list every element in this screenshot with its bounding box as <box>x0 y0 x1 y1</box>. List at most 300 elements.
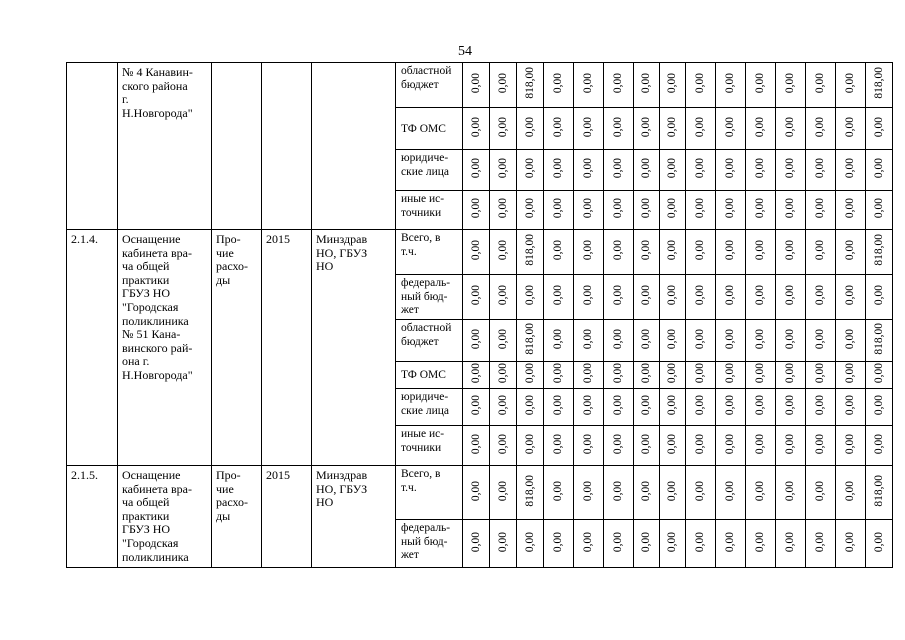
value-text: 0,00 <box>612 531 624 552</box>
value-cell <box>574 275 604 320</box>
value-text: 0,00 <box>784 531 796 552</box>
value-cell <box>686 191 716 230</box>
value-text: 0,00 <box>552 116 564 137</box>
value-cell <box>517 426 544 466</box>
value-cell <box>776 108 806 150</box>
value-cell <box>806 108 836 150</box>
value-text: 0,00 <box>469 285 482 306</box>
value-cell <box>544 230 574 275</box>
value-cell <box>776 150 806 191</box>
row-year-cell: 2015 <box>262 230 312 466</box>
value-text: 0,00 <box>640 285 652 306</box>
value-text: 0,00 <box>640 240 652 261</box>
value-cell <box>660 63 686 108</box>
value-cell <box>686 466 716 520</box>
value-cell <box>660 275 686 320</box>
value-text: 0,00 <box>640 480 652 501</box>
value-cell <box>716 389 746 426</box>
value-cell <box>604 466 634 520</box>
value-cell <box>463 426 490 466</box>
value-text: 0,00 <box>640 433 652 454</box>
value-text: 0,00 <box>496 328 509 349</box>
value-text: 0,00 <box>724 363 736 384</box>
value-text: 0,00 <box>872 116 885 137</box>
value-cell <box>544 108 574 150</box>
value-cell <box>746 320 776 362</box>
value-text: 0,00 <box>552 198 564 219</box>
value-text: 818,00 <box>872 67 885 100</box>
row-type-cell <box>212 63 262 230</box>
value-cell <box>634 150 660 191</box>
value-text: 0,00 <box>872 433 885 454</box>
value-cell <box>716 191 746 230</box>
value-text: 0,00 <box>666 285 678 306</box>
funding-source-cell: федераль- ный бюд- жет <box>396 520 463 568</box>
value-text: 0,00 <box>814 433 826 454</box>
value-cell <box>806 362 836 389</box>
value-text: 0,00 <box>640 328 652 349</box>
value-cell <box>716 466 746 520</box>
row-name-cell: Оснащение кабинета вра- ча общей практики ГБУЗ НО "Городская поликлиника № 51 Кана- винского рай- она г. Н.Новгорода" <box>118 230 212 466</box>
row-name-cell: № 4 Канавин- ского района г. Н.Новгорода" <box>118 63 212 230</box>
value-text: 0,00 <box>784 433 796 454</box>
value-text: 0,00 <box>612 433 624 454</box>
value-cell <box>806 426 836 466</box>
value-cell <box>746 466 776 520</box>
value-text: 0,00 <box>694 73 706 94</box>
value-cell <box>604 275 634 320</box>
value-text: 0,00 <box>666 363 678 384</box>
value-cell <box>660 389 686 426</box>
value-text: 0,00 <box>724 328 736 349</box>
value-cell <box>574 230 604 275</box>
value-cell <box>574 191 604 230</box>
value-text: 0,00 <box>784 363 796 384</box>
value-cell <box>634 230 660 275</box>
value-cell <box>776 362 806 389</box>
value-cell <box>686 426 716 466</box>
value-text: 0,00 <box>582 363 594 384</box>
value-text: 0,00 <box>496 116 509 137</box>
value-text: 0,00 <box>469 433 482 454</box>
value-cell <box>746 63 776 108</box>
value-cell <box>517 63 544 108</box>
value-cell <box>836 108 866 150</box>
value-cell <box>634 191 660 230</box>
value-cell <box>806 230 836 275</box>
value-text: 0,00 <box>814 73 826 94</box>
value-text: 0,00 <box>469 395 482 416</box>
value-cell <box>686 389 716 426</box>
value-text: 0,00 <box>784 395 796 416</box>
funding-source-cell: юридиче- ские лица <box>396 150 463 191</box>
value-text: 818,00 <box>872 234 885 267</box>
value-text: 0,00 <box>694 328 706 349</box>
value-text: 0,00 <box>640 395 652 416</box>
value-text: 0,00 <box>582 73 594 94</box>
value-cell <box>716 63 746 108</box>
value-cell <box>686 108 716 150</box>
value-text: 0,00 <box>694 285 706 306</box>
value-cell <box>716 108 746 150</box>
value-text: 0,00 <box>754 240 766 261</box>
funding-source-cell: ТФ ОМС <box>396 362 463 389</box>
value-cell <box>463 389 490 426</box>
value-cell <box>463 466 490 520</box>
value-cell <box>544 275 574 320</box>
funding-source-cell: федераль- ный бюд- жет <box>396 275 463 320</box>
value-cell <box>660 426 686 466</box>
value-cell <box>836 150 866 191</box>
value-cell <box>806 320 836 362</box>
value-text: 0,00 <box>844 116 856 137</box>
value-cell <box>544 520 574 568</box>
value-text: 0,00 <box>844 285 856 306</box>
value-cell <box>604 191 634 230</box>
value-cell <box>574 108 604 150</box>
value-text: 0,00 <box>666 198 678 219</box>
row-type-cell: Про- чие расхо- ды <box>212 466 262 568</box>
value-text: 0,00 <box>694 116 706 137</box>
value-cell <box>517 362 544 389</box>
value-cell <box>463 150 490 191</box>
value-cell <box>517 230 544 275</box>
value-cell <box>604 362 634 389</box>
value-cell <box>746 426 776 466</box>
value-cell <box>463 362 490 389</box>
value-cell <box>716 520 746 568</box>
value-text: 0,00 <box>724 116 736 137</box>
value-cell <box>490 230 517 275</box>
value-cell <box>604 520 634 568</box>
value-cell <box>806 520 836 568</box>
value-cell <box>544 466 574 520</box>
value-text: 0,00 <box>814 363 826 384</box>
value-cell <box>806 150 836 191</box>
value-text: 0,00 <box>552 73 564 94</box>
value-text: 0,00 <box>814 116 826 137</box>
value-text: 0,00 <box>666 240 678 261</box>
value-text: 0,00 <box>496 395 509 416</box>
value-cell <box>660 466 686 520</box>
value-text: 0,00 <box>844 158 856 179</box>
value-text: 0,00 <box>784 198 796 219</box>
value-text: 0,00 <box>640 158 652 179</box>
value-text: 0,00 <box>814 198 826 219</box>
value-text: 0,00 <box>612 73 624 94</box>
table-body <box>67 63 893 568</box>
value-cell <box>574 320 604 362</box>
row-name-cell: Оснащение кабинета вра- ча общей практики ГБУЗ НО "Городская поликлиника <box>118 466 212 568</box>
row-id-cell: 2.1.5. <box>67 466 118 568</box>
value-text: 0,00 <box>666 480 678 501</box>
value-text: 0,00 <box>666 116 678 137</box>
funding-source-cell: иные ис- точники <box>396 426 463 466</box>
value-cell <box>604 320 634 362</box>
value-cell <box>490 150 517 191</box>
value-cell <box>574 466 604 520</box>
value-cell <box>517 389 544 426</box>
value-cell <box>716 275 746 320</box>
value-text: 0,00 <box>612 116 624 137</box>
value-text: 0,00 <box>496 158 509 179</box>
value-cell <box>776 426 806 466</box>
value-text: 0,00 <box>582 531 594 552</box>
value-cell <box>836 466 866 520</box>
value-text: 818,00 <box>523 474 536 507</box>
value-text: 0,00 <box>872 285 885 306</box>
value-cell <box>746 520 776 568</box>
value-cell <box>866 520 893 568</box>
value-cell <box>604 108 634 150</box>
value-cell <box>776 466 806 520</box>
value-text: 0,00 <box>724 531 736 552</box>
value-text: 0,00 <box>724 73 736 94</box>
value-cell <box>836 275 866 320</box>
funding-source-cell: Всего, в т.ч. <box>396 466 463 520</box>
value-cell <box>866 63 893 108</box>
value-text: 0,00 <box>469 116 482 137</box>
value-cell <box>604 230 634 275</box>
value-cell <box>544 320 574 362</box>
value-cell <box>746 275 776 320</box>
value-cell <box>634 426 660 466</box>
value-cell <box>866 191 893 230</box>
value-text: 0,00 <box>844 395 856 416</box>
value-text: 0,00 <box>872 395 885 416</box>
row-type-cell: Про- чие расхо- ды <box>212 230 262 466</box>
value-cell <box>490 63 517 108</box>
value-text: 0,00 <box>754 531 766 552</box>
value-cell <box>574 520 604 568</box>
value-cell <box>660 362 686 389</box>
value-text: 0,00 <box>754 480 766 501</box>
value-cell <box>776 389 806 426</box>
value-cell <box>517 150 544 191</box>
value-cell <box>746 108 776 150</box>
value-cell <box>746 150 776 191</box>
value-cell <box>517 320 544 362</box>
value-text: 0,00 <box>814 158 826 179</box>
value-cell <box>634 108 660 150</box>
value-text: 0,00 <box>582 198 594 219</box>
value-text: 0,00 <box>694 158 706 179</box>
value-text: 818,00 <box>523 67 536 100</box>
value-cell <box>836 520 866 568</box>
value-cell <box>463 108 490 150</box>
value-text: 0,00 <box>666 531 678 552</box>
value-text: 0,00 <box>582 433 594 454</box>
value-cell <box>866 320 893 362</box>
value-text: 0,00 <box>612 285 624 306</box>
value-cell <box>866 362 893 389</box>
value-text: 0,00 <box>754 73 766 94</box>
value-cell <box>686 275 716 320</box>
value-cell <box>836 389 866 426</box>
table-row <box>67 230 893 275</box>
value-cell <box>806 191 836 230</box>
funding-source-cell: областной бюджет <box>396 320 463 362</box>
value-cell <box>517 275 544 320</box>
value-text: 0,00 <box>724 285 736 306</box>
value-text: 0,00 <box>469 363 482 384</box>
value-text: 0,00 <box>582 480 594 501</box>
value-text: 0,00 <box>784 240 796 261</box>
value-cell <box>634 520 660 568</box>
value-cell <box>806 466 836 520</box>
value-cell <box>574 426 604 466</box>
value-text: 0,00 <box>496 73 509 94</box>
value-text: 0,00 <box>754 285 766 306</box>
value-cell <box>544 150 574 191</box>
value-text: 0,00 <box>724 240 736 261</box>
value-cell <box>463 520 490 568</box>
value-cell <box>544 426 574 466</box>
value-cell <box>806 63 836 108</box>
value-text: 0,00 <box>694 240 706 261</box>
value-cell <box>746 191 776 230</box>
value-cell <box>634 466 660 520</box>
value-text: 0,00 <box>469 73 482 94</box>
row-executor-cell <box>312 63 396 230</box>
value-cell <box>604 389 634 426</box>
value-text: 0,00 <box>552 531 564 552</box>
value-cell <box>517 191 544 230</box>
value-cell <box>517 466 544 520</box>
value-text: 0,00 <box>640 531 652 552</box>
value-text: 0,00 <box>754 395 766 416</box>
value-text: 0,00 <box>872 198 885 219</box>
value-text: 0,00 <box>694 480 706 501</box>
budget-table <box>66 62 893 568</box>
value-cell <box>776 63 806 108</box>
value-cell <box>686 320 716 362</box>
value-cell <box>836 230 866 275</box>
value-cell <box>490 426 517 466</box>
value-cell <box>686 230 716 275</box>
value-text: 0,00 <box>523 531 536 552</box>
value-text: 0,00 <box>523 198 536 219</box>
value-text: 0,00 <box>523 158 536 179</box>
value-text: 0,00 <box>784 285 796 306</box>
value-text: 0,00 <box>523 395 536 416</box>
value-cell <box>544 191 574 230</box>
value-text: 0,00 <box>754 363 766 384</box>
value-text: 818,00 <box>872 474 885 507</box>
value-text: 0,00 <box>666 328 678 349</box>
value-text: 0,00 <box>872 158 885 179</box>
value-text: 0,00 <box>612 198 624 219</box>
value-text: 0,00 <box>754 116 766 137</box>
value-cell <box>806 389 836 426</box>
value-cell <box>806 275 836 320</box>
value-cell <box>490 466 517 520</box>
value-cell <box>660 108 686 150</box>
value-cell <box>490 191 517 230</box>
value-cell <box>716 230 746 275</box>
value-cell <box>776 520 806 568</box>
value-text: 0,00 <box>666 158 678 179</box>
value-text: 0,00 <box>496 198 509 219</box>
row-id-cell: 2.1.4. <box>67 230 118 466</box>
value-text: 0,00 <box>552 158 564 179</box>
value-text: 0,00 <box>666 73 678 94</box>
value-text: 0,00 <box>469 240 482 261</box>
value-cell <box>836 63 866 108</box>
value-cell <box>463 230 490 275</box>
row-year-cell: 2015 <box>262 466 312 568</box>
value-cell <box>574 389 604 426</box>
table-row <box>67 63 893 108</box>
value-text: 0,00 <box>612 240 624 261</box>
value-cell <box>660 150 686 191</box>
value-text: 0,00 <box>814 285 826 306</box>
value-cell <box>544 389 574 426</box>
value-text: 0,00 <box>784 116 796 137</box>
value-text: 0,00 <box>640 73 652 94</box>
value-text: 0,00 <box>724 395 736 416</box>
value-cell <box>866 108 893 150</box>
value-text: 0,00 <box>784 328 796 349</box>
value-cell <box>866 230 893 275</box>
value-text: 0,00 <box>844 198 856 219</box>
value-text: 0,00 <box>552 480 564 501</box>
value-text: 818,00 <box>523 234 536 267</box>
value-text: 0,00 <box>496 285 509 306</box>
value-text: 0,00 <box>872 363 885 384</box>
value-text: 0,00 <box>523 433 536 454</box>
value-cell <box>634 389 660 426</box>
value-cell <box>716 320 746 362</box>
value-cell <box>463 320 490 362</box>
value-text: 0,00 <box>582 285 594 306</box>
value-cell <box>660 320 686 362</box>
value-text: 818,00 <box>872 322 885 355</box>
value-cell <box>686 63 716 108</box>
value-cell <box>716 150 746 191</box>
value-cell <box>574 63 604 108</box>
value-text: 0,00 <box>469 158 482 179</box>
row-year-cell <box>262 63 312 230</box>
value-text: 0,00 <box>469 198 482 219</box>
value-cell <box>866 275 893 320</box>
value-text: 0,00 <box>552 363 564 384</box>
value-text: 0,00 <box>754 433 766 454</box>
value-text: 0,00 <box>640 198 652 219</box>
funding-source-cell: областной бюджет <box>396 63 463 108</box>
value-text: 0,00 <box>844 363 856 384</box>
value-cell <box>686 150 716 191</box>
value-cell <box>490 520 517 568</box>
value-text: 0,00 <box>694 198 706 219</box>
value-text: 0,00 <box>469 480 482 501</box>
value-text: 0,00 <box>523 116 536 137</box>
value-cell <box>746 230 776 275</box>
value-text: 0,00 <box>496 531 509 552</box>
value-text: 0,00 <box>496 480 509 501</box>
row-id-cell <box>67 63 118 230</box>
value-text: 0,00 <box>844 328 856 349</box>
value-text: 0,00 <box>612 480 624 501</box>
value-text: 0,00 <box>844 531 856 552</box>
value-cell <box>517 108 544 150</box>
value-text: 0,00 <box>582 158 594 179</box>
value-text: 0,00 <box>694 395 706 416</box>
value-text: 0,00 <box>496 433 509 454</box>
value-text: 818,00 <box>523 322 536 355</box>
value-text: 0,00 <box>724 433 736 454</box>
value-text: 0,00 <box>844 433 856 454</box>
